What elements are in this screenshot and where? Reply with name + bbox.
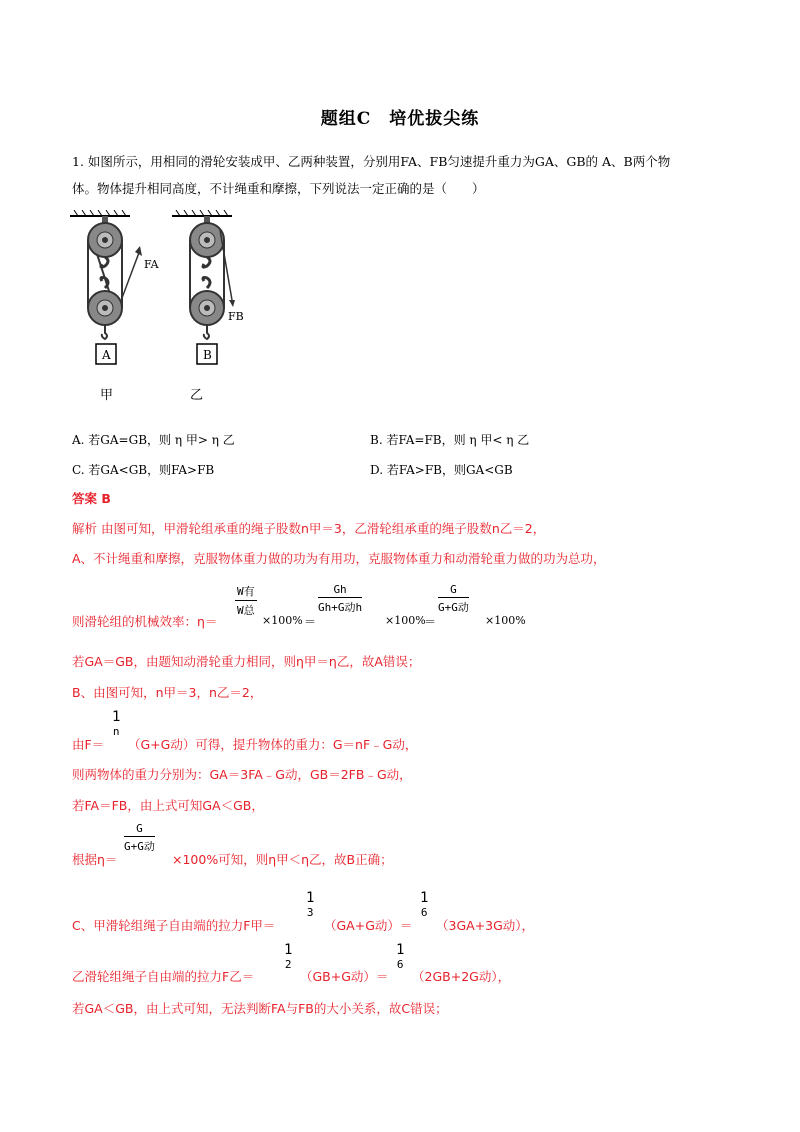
analysis-line-3: 则滑轮组的机械效率：η＝ bbox=[72, 614, 218, 629]
page-title: 题组C 培优拔尖练 bbox=[320, 109, 480, 129]
fraction-1-over-2: 1 2 bbox=[284, 942, 293, 971]
analysis-line-5: B、由图可知，n甲＝3，n乙＝2， bbox=[72, 685, 263, 700]
fraction-g-2: G G+G动 bbox=[124, 822, 155, 853]
fraction-1-over-3: 1 3 bbox=[306, 890, 315, 919]
percent-2: ×100% bbox=[385, 614, 426, 627]
box-label-a: A bbox=[102, 348, 111, 362]
analysis-line-12: 若GA＜GB，由上式可知，无法判断FA与FB的大小关系，故C错误； bbox=[72, 1001, 448, 1016]
fraction-1-over-n: 1 n bbox=[112, 709, 121, 738]
analysis-line-11b: （GB+G动）＝ bbox=[300, 969, 389, 984]
fraction-w: W有 W总 bbox=[237, 585, 255, 617]
analysis-line-4: 若GA＝GB，由题知动滑轮重力相同，则η甲＝η乙，故A错误； bbox=[72, 654, 421, 669]
option-a[interactable]: A. 若GA=GB，则 η 甲> η 乙 bbox=[72, 433, 235, 447]
option-c[interactable]: C. 若GA<GB，则FA>FB bbox=[72, 463, 215, 477]
fraction-gh: Gh Gh+G动h bbox=[318, 583, 363, 614]
question-stem-line2: 体。物体提升相同高度，不计绳重和摩擦，下列说法一定正确的是（ ） bbox=[72, 181, 485, 196]
analysis-line-6a: 由F＝ bbox=[72, 737, 105, 752]
eq-1: ＝ bbox=[304, 615, 317, 629]
analysis-line-6b: （G+G动）可得，提升物体的重力：G＝nF﹣G动， bbox=[128, 737, 418, 752]
analysis-line-10b: （GA+G动）＝ bbox=[324, 918, 413, 933]
box-label-b: B bbox=[203, 348, 212, 362]
option-d[interactable]: D. 若FA>FB，则GA<GB bbox=[370, 463, 513, 477]
analysis-line-1: 解析 由图可知，甲滑轮组承重的绳子股数n甲＝3，乙滑轮组承重的绳子股数n乙＝2， bbox=[72, 521, 546, 536]
force-label-fb: FB bbox=[228, 310, 244, 323]
answer-label: 答案 B bbox=[72, 491, 111, 506]
fraction-g: G G+G动 bbox=[438, 583, 469, 614]
analysis-line-2: A、不计绳重和摩擦，克服物体重力做的功为有用功，克服物体重力和动滑轮重力做的功为总功， bbox=[72, 551, 606, 566]
eq-2: ＝ bbox=[424, 615, 437, 629]
pulley-figure-yi bbox=[172, 210, 282, 380]
analysis-line-10a: C、甲滑轮组绳子自由端的拉力F甲＝ bbox=[72, 918, 276, 933]
analysis-line-8: 若FA＝FB，由上式可知GA＜GB， bbox=[72, 798, 264, 813]
figure-caption-jia: 甲 bbox=[100, 388, 114, 403]
analysis-line-11a: 乙滑轮组绳子自由端的拉力F乙＝ bbox=[72, 969, 255, 984]
figure-caption-yi: 乙 bbox=[190, 388, 204, 403]
pulley-figure-jia bbox=[70, 210, 180, 380]
analysis-line-7: 则两物体的重力分别为：GA＝3FA﹣G动，GB＝2FB﹣G动， bbox=[72, 767, 412, 782]
analysis-line-9b: ×100%可知，则η甲＜η乙，故B正确； bbox=[172, 852, 393, 867]
analysis-line-11c: （2GB+2G动）， bbox=[412, 969, 511, 984]
analysis-line-10c: （3GA+3G动）， bbox=[436, 918, 535, 933]
analysis-line-9a: 根据η＝ bbox=[72, 852, 118, 867]
force-label-fa: FA bbox=[144, 258, 159, 271]
fraction-1-over-6-b: 1 6 bbox=[396, 942, 405, 971]
question-stem bbox=[72, 148, 732, 202]
percent-3: ×100% bbox=[485, 614, 526, 627]
option-b[interactable]: B. 若FA=FB，则 η 甲< η 乙 bbox=[370, 433, 530, 447]
percent-1: ×100% bbox=[262, 614, 303, 627]
fraction-1-over-6-a: 1 6 bbox=[420, 890, 429, 919]
question-stem-line1: 1. 如图所示，用相同的滑轮安装成甲、乙两种装置，分别用FA、FB匀速提升重力为GA、GB的 A、B两个物 bbox=[72, 154, 671, 169]
